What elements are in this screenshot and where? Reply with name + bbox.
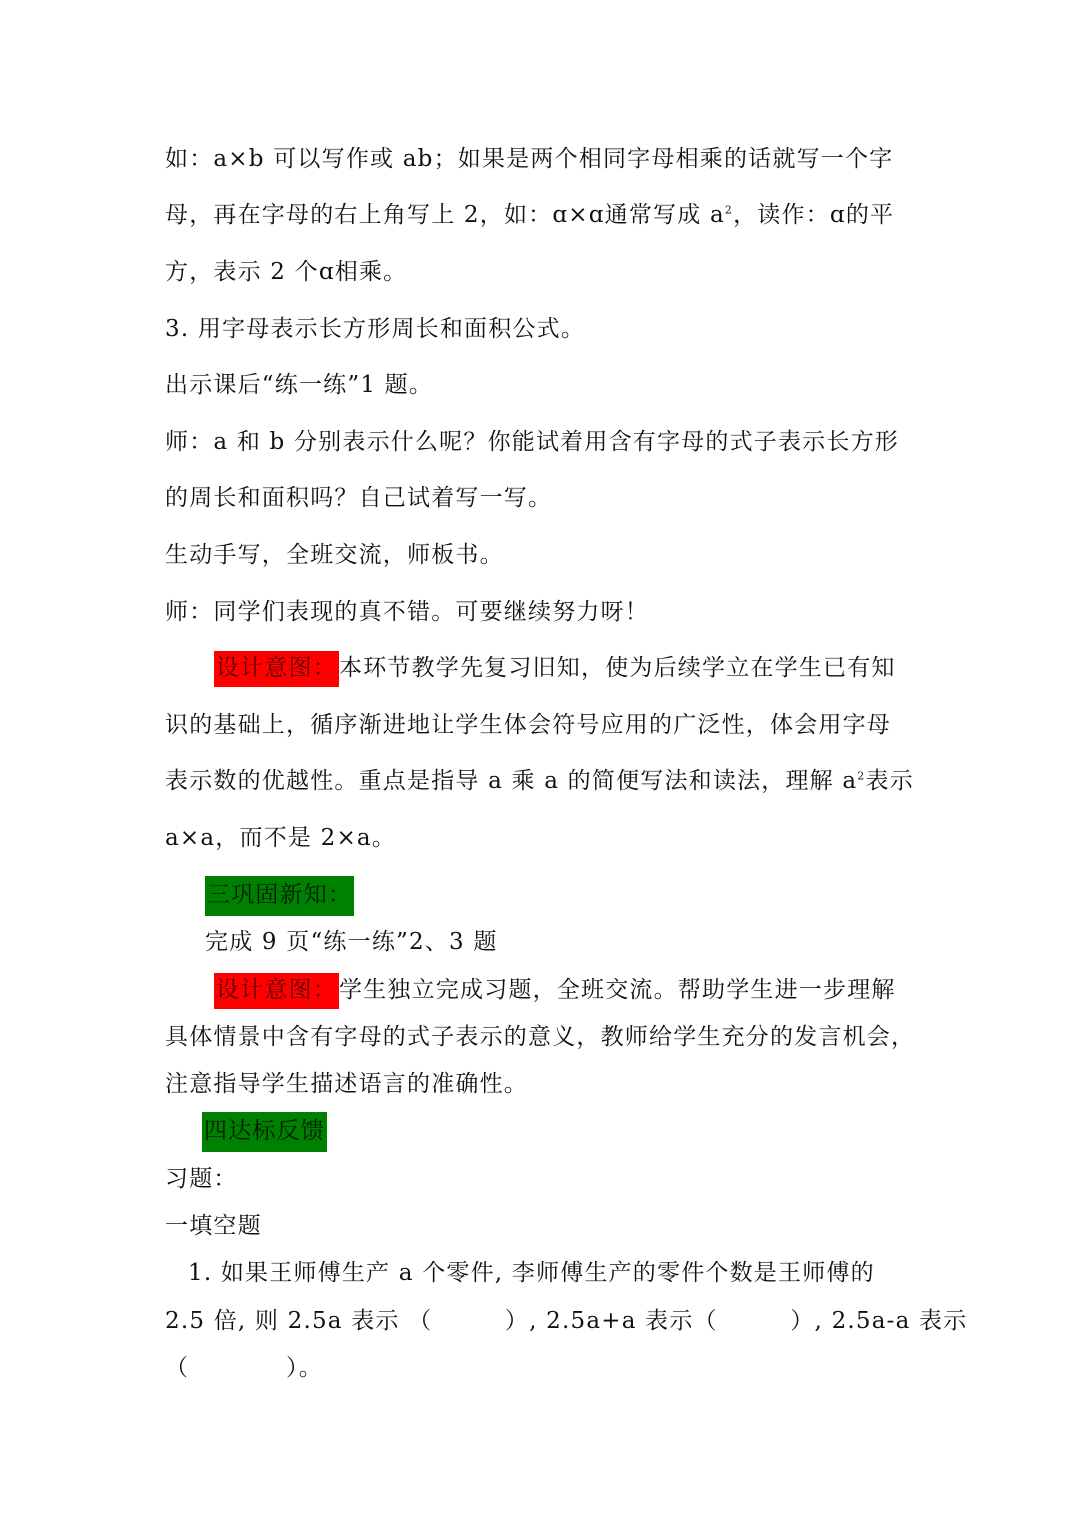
question-text: （ ）。 (165, 1355, 323, 1381)
text-line (165, 199, 894, 231)
text-line (205, 879, 354, 911)
text-line: 生动手写，全班交流，师板书。 (165, 542, 504, 568)
section-heading: 三巩固新知： (205, 876, 354, 916)
question-text: 1. 如果王师傅生产 a 个零件, 李师傅生产的零件个数是王师傅的 (188, 1260, 875, 1286)
text-line: 具体情景中含有字母的式子表示的意义，教师给学生充分的发言机会， (165, 1024, 916, 1050)
text-line: 注意指导学生描述语言的准确性。 (165, 1071, 528, 1097)
text-line: a×a，而不是 2×a。 (165, 825, 397, 851)
text-line (165, 765, 914, 797)
text-line (214, 652, 896, 684)
text-line: 方，表示 2 个ɑ相乘。 (165, 259, 408, 285)
section-subtitle: 3. 用字母表示长方形周长和面积公式。 (165, 316, 586, 342)
text-line: 师：a 和 b 分别表示什么呢？你能试着用含有字母的式子表示长方形 (165, 429, 899, 455)
text-span: 学生独立完成习题，全班交流。帮助学生进一步理解 (339, 977, 896, 1003)
text-line (214, 974, 896, 1006)
question-text: 2.5 倍, 则 2.5a 表示 （ ）, 2.5a+a 表示（ ）, 2.5a-a 表示 (165, 1308, 968, 1334)
text-span: 本环节教学先复习旧知，使为后续学立在学生已有知 (339, 655, 896, 681)
superscript: 2 (857, 769, 866, 783)
text-line: 出示课后“练一练”1 题。 (165, 372, 434, 398)
text-line: 如：a×b 可以写作或 ab；如果是两个相同字母相乘的话就写一个字 (165, 146, 894, 172)
text-line: 师：同学们表现的真不错。可要继续努力呀！ (165, 599, 649, 625)
text-span: 表示 (865, 768, 914, 794)
text-line: 习题： (165, 1166, 238, 1192)
design-intent-tag: 设计意图： (214, 651, 339, 687)
text-line: 的周长和面积吗？自己试着写一写。 (165, 485, 553, 511)
text-span: 表示数的优越性。重点是指导 a 乘 a 的简便写法和读法，理解 a (165, 768, 858, 794)
text-span: ，读作：ɑ的平 (733, 202, 895, 228)
text-line: 一填空题 (165, 1213, 262, 1239)
text-line: 完成 9 页“练一练”2、3 题 (205, 929, 498, 955)
text-line (202, 1115, 327, 1147)
text-line: 识的基础上，循序渐进地让学生体会符号应用的广泛性，体会用字母 (165, 712, 891, 738)
superscript: 2 (724, 203, 734, 217)
section-heading: 四达标反馈 (202, 1112, 327, 1152)
design-intent-tag: 设计意图： (214, 973, 339, 1009)
text-span: 母，再在字母的右上角写上 2，如：ɑ×ɑ通常写成 a (165, 202, 725, 228)
